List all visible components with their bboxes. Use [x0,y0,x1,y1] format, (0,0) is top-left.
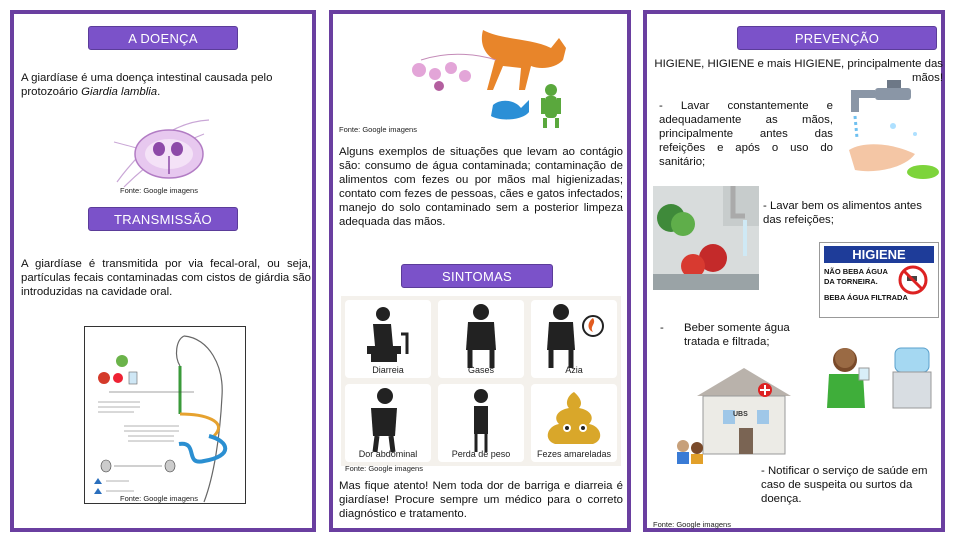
giardia-illustration [109,112,219,194]
symptom-weight-loss [438,384,524,462]
child-drinking-illustration [819,342,939,418]
prevention-lead-text: HIGIENE, HIGIENE e mais HIGIENE, principalmente das mãos! [654,58,943,84]
tip-wash-hands: - Lavar constantemente e adequadamente as mãos, principalmente antes das refeições e após o uso do sanitário; [659,100,833,168]
handwashing-illustration [835,78,943,188]
header-symptoms [401,264,553,288]
symptom-heartburn-label: Azia [565,365,583,375]
intro-text-end: . [157,86,161,98]
symptom-yellow-stool-label: Fezes amareladas [536,449,612,459]
no-tap-icon [898,265,928,295]
transmission-text: A giardíase é transmitida por via fecal-oral, ou seja, partículas fecais contaminadas com cistos de giárdia são introduzidas na cavidade oral. [21,258,311,298]
header-prevention-label: PREVENÇÃO [794,30,880,46]
symptom-yellow-stool [531,384,617,462]
sign-line1: NÃO BEBA ÁGUA DA TORNEIRA. [824,267,888,286]
panel-prevention [643,10,945,532]
symptom-heartburn [531,300,617,378]
header-disease [88,26,238,50]
caption-prevention: Fonte: Google imagens [653,520,731,529]
symptoms-grid [341,296,621,466]
tip-filtered-water: Beber somente água tratada e filtrada; [684,322,790,348]
warning-text: Mas fique atento! Nem toda dor de barriga e diarreia é giardíase! Procure sempre um médico para o correto diagnóstico e tratamento. [339,480,623,520]
caption-lifecycle: Fonte: Google imagens [120,494,198,503]
species-name: Giardia lamblia [81,86,158,98]
symptom-abdominal-pain-label: Dor abdominal [358,449,418,459]
header-transmission-label: TRANSMISSÃO [114,211,212,227]
symptom-weight-loss-label: Perda de peso [451,449,511,459]
panel-disease [10,10,316,532]
symptom-diarrhea [345,300,431,378]
symptom-gas-label: Gases [467,365,494,375]
food-washing-photo [653,186,759,290]
lifecycle-diagram [84,326,246,504]
animals-illustration [391,20,591,130]
symptom-abdominal-pain [345,384,431,462]
panel-examples-symptoms [329,10,631,532]
header-symptoms-label: SINTOMAS [441,268,513,284]
hygiene-sign [819,242,939,318]
tip-wash-food: - Lavar bem os alimentos antes das refeições; [763,200,922,226]
sign-title: HIGIENE [824,246,934,263]
caption-symptoms: Fonte: Google imagens [345,464,423,473]
sign-line2: BEBA ÁGUA FILTRADA [824,293,908,302]
tip-notify: - Notificar o serviço de saúde em caso de suspeita ou surtos da doença. [761,465,928,505]
intro-text-main: A giardíase é uma doença intestinal causada pelo protozoário [21,72,273,98]
ubs-label: UBS [733,411,748,418]
caption-animals: Fonte: Google imagens [339,125,417,134]
symptom-gas [438,300,524,378]
header-disease-label: A DOENÇA [128,30,198,46]
caption-giardia: Fonte: Google imagens [120,186,198,195]
transmission-examples-text: Alguns exemplos de situações que levam ao contágio são: consumo de água contaminada; contaminação de alimentos com fezes ou por mãos mal higienizadas; contato com fezes de pessoas, cães e gatos infectados; manejo do solo contaminado sem a posterior limpeza adequada das mãos. [339,146,623,228]
tip-water-dash: - [660,322,664,334]
header-prevention [737,26,937,50]
intro-text [21,71,311,99]
symptom-diarrhea-label: Diarreia [372,365,404,375]
header-transmission [88,207,238,231]
